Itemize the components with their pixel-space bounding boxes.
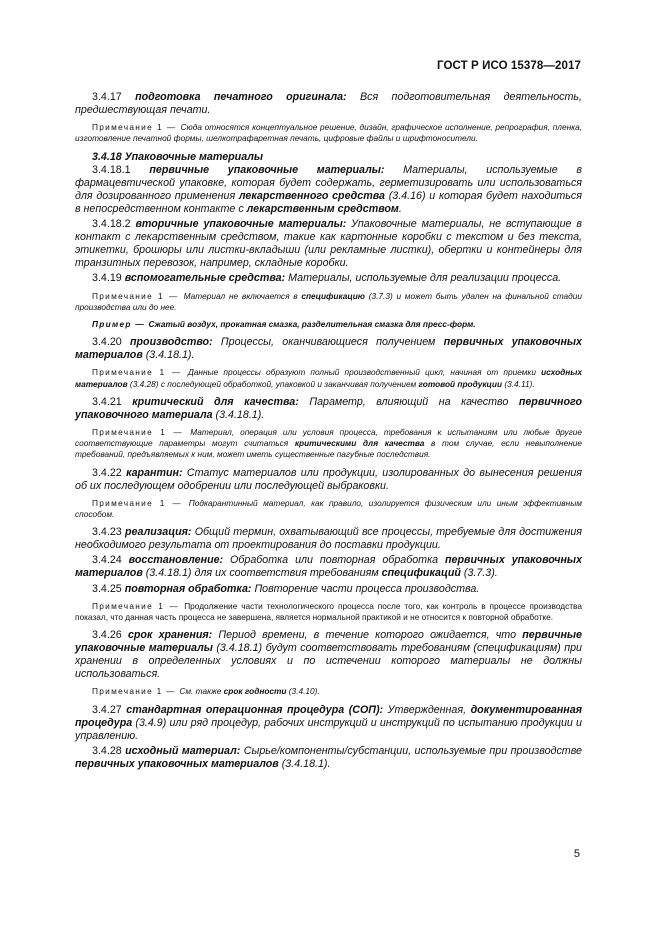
clause-3-4-18-2: 3.4.18.2 вторичные упаковочные материалы: Упаковочные материалы, не вступающие в контакт с лекарственным средством, такие как картонные коробки с текстом и без текста, этикетки, брошюры или листки-вкладыши (или рекламные листки), обертки и контейнеры для транзитных перевозок, например, складные коробки. [75, 218, 582, 270]
note-3-4-22: Примечание 1 — Подкарантинный материал, как правило, изолируется физическим или иным эффективным способом. [75, 497, 582, 519]
clause-3-4-18-heading: 3.4.18 Упаковочные материалы [92, 150, 264, 163]
note-3-4-19: Примечание 1 — Материал не включается в спецификацию (3.7.3) и может быть удален на финальной стадии производства или до нее. [75, 290, 582, 312]
clause-3-4-19: 3.4.19 вспомогательные средства: Материалы, используемые для реализации процесса. [92, 272, 562, 285]
clause-3-4-17: 3.4.17 подготовка печатного оригинала: Вся подготовительная деятельность, предшествующая печати. [75, 91, 582, 117]
note-3-4-26: Примечание 1 — См. также срок годности (3.4.10). [92, 686, 320, 697]
note-3-4-17: Примечание 1 — Сюда относятся концептуальное решение, дизайн, графическое исполнение, репрография, пленка, изготовление печатной формы, шелкотрафаретная печать, цифровые файлы и шрифтоносители. [75, 122, 582, 144]
clause-3-4-22: 3.4.22 карантин: Статус материалов или продукции, изолированных до вынесения решения об их последующем одобрении или последующей выбраковки. [75, 466, 582, 492]
note-3-4-25: Примечание 1 — Продолжение части технологического процесса после того, как контроль в процессе производства показал, что данная часть процесса не завершена, является нормальной практикой и не относится к повторной обработке. [75, 600, 582, 622]
example-3-4-19: Пример — Сжатый воздух, прокатная смазка, разделительная смазка для пресс-форм. [92, 318, 476, 329]
note-3-4-21: Примечание 1 — Материал, операция или условия процесса, требования к испытаниям или любые другие соответствующие параметры могут считаться критическими для качества в том случае, если невыполнение требований, предъявляемых к ним, может иметь существенные пагубные последствия. [75, 426, 582, 460]
clause-3-4-21: 3.4.21 критический для качества: Параметр, влияющий на качество первичного упаковочного материала (3.4.18.1). [75, 395, 582, 421]
clause-3-4-18-1: 3.4.18.1 первичные упаковочные материалы: Материалы, используемые в фармацевтической упаковке, которая будет содержать, герметизировать или использоваться для дозированного применения лекарственного средства (3.4.16) и которая будет находиться в непосредственном контакте с лекарственным средством. [75, 163, 582, 215]
page-number: 5 [573, 848, 580, 860]
document-body [75, 91, 582, 776]
clause-3-4-26: 3.4.26 срок хранения: Период времени, в течение которого ожидается, что первичные упаковочные материалы (3.4.18.1) будут соответствовать требованиям (спецификациям) при хранении в определенных условиях и по истечении которого материалы не должны использоваться. [75, 629, 582, 681]
standard-header: ГОСТ Р ИСО 15378—2017 [436, 60, 581, 72]
clause-3-4-25: 3.4.25 повторная обработка: Повторение части процесса производства. [92, 582, 480, 595]
clause-3-4-24: 3.4.24 восстановление: Обработка или повторная обработка первичных упаковочных материалов (3.4.18.1) для их соответствия требованиям спецификаций (3.7.3). [75, 554, 583, 580]
clause-3-4-20: 3.4.20 производство: Процессы, оканчивающиеся получением первичных упаковочных материалов (3.4.18.1). [75, 336, 582, 362]
clause-3-4-27: 3.4.27 стандартная операционная процедура (СОП): Утвержденная, документированная процедура (3.4.9) или ряд процедур, рабочих инструкций и инструкций по испытанию продукции и управлению. [75, 703, 583, 742]
clause-3-4-28: 3.4.28 исходный материал: Сырье/компоненты/субстанции, используемые при производстве первичных упаковочных материалов (3.4.18.1). [75, 744, 582, 770]
note-3-4-20: Примечание 1 — Данные процессы образуют полный производственный цикл, начиная от приемки исходных материалов (3.4.28) с последующей обработкой, упаковкой и заканчивая получением готовой продукции (3.4.11). [75, 367, 582, 389]
clause-3-4-23: 3.4.23 реализация: Общий термин, охватывающий все процессы, требуемые для достижения необходимого результата от проектирования до поставки продукции. [75, 526, 583, 552]
